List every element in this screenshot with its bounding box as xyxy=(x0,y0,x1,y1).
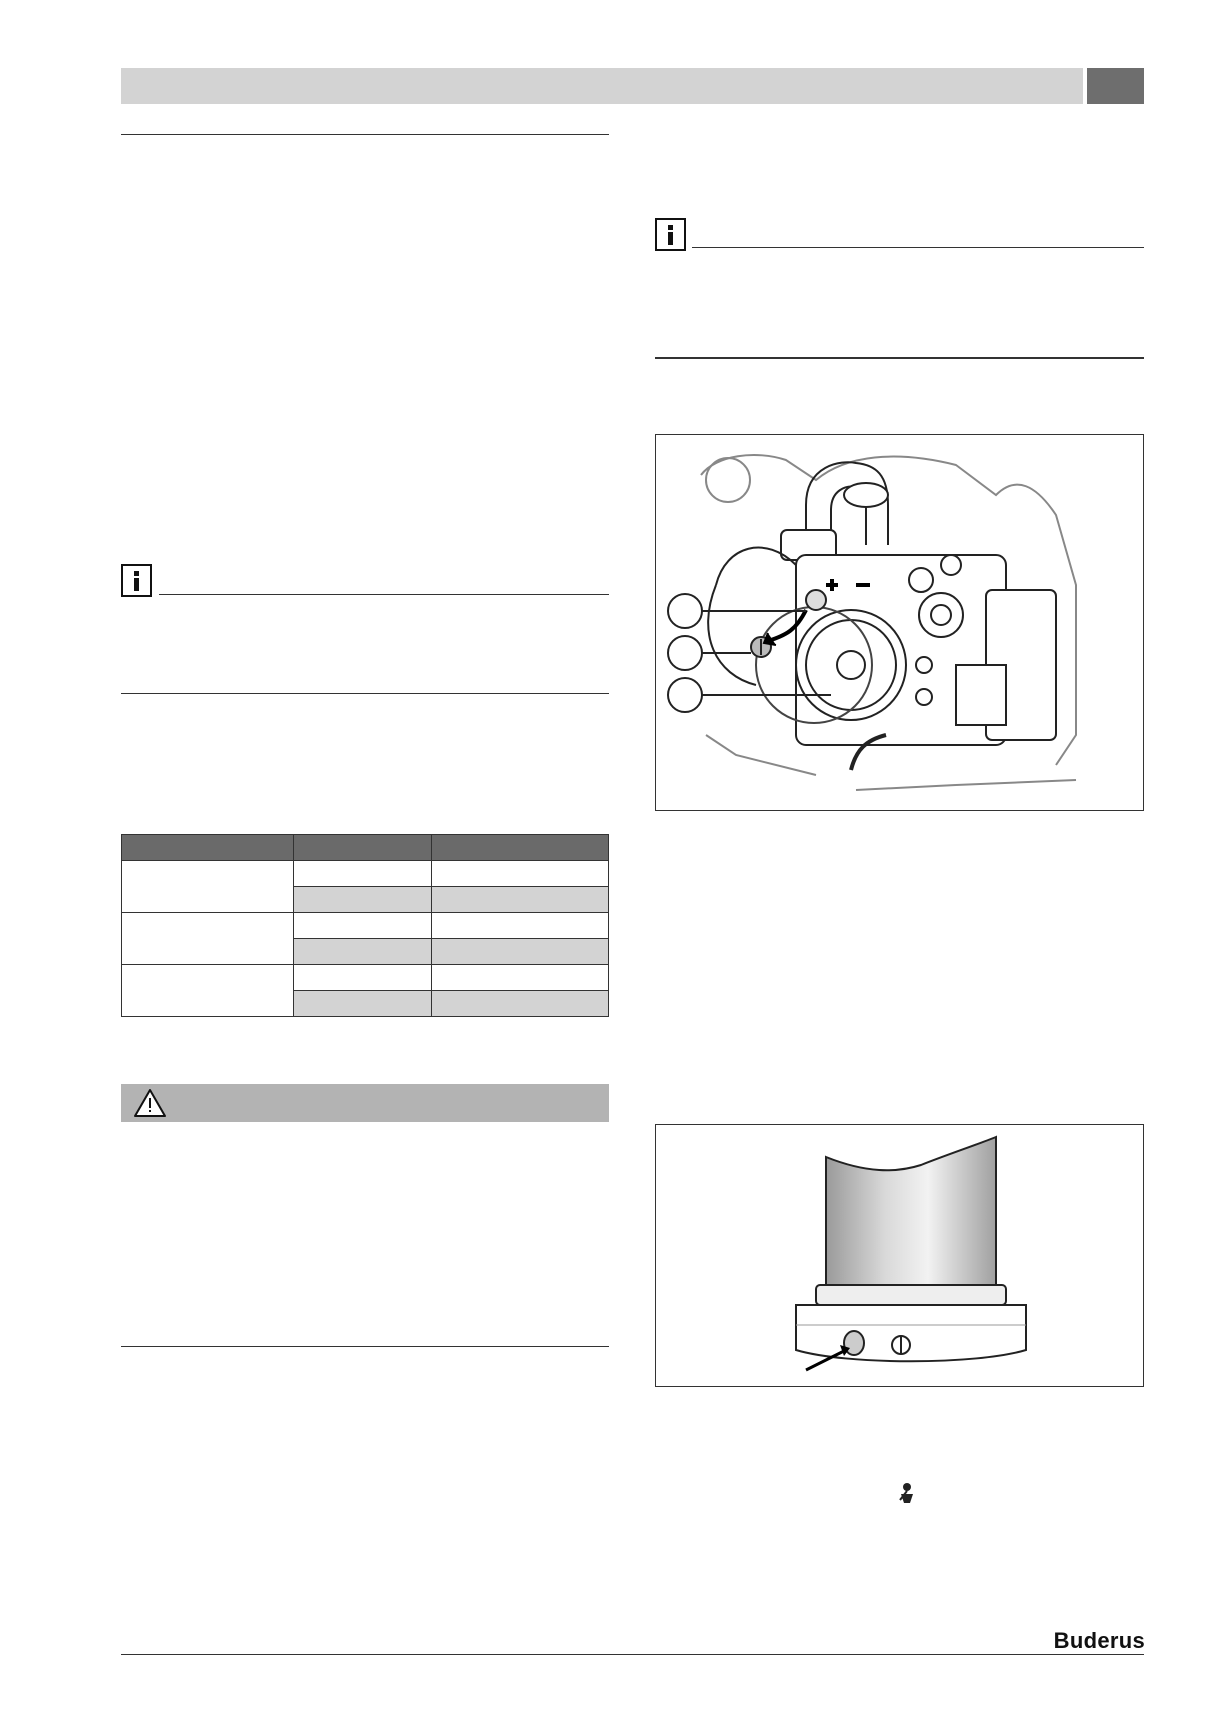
warning-triangle-icon xyxy=(133,1088,167,1118)
burner-tube-figure xyxy=(655,1124,1144,1387)
info-icon xyxy=(655,218,686,251)
footer-rule xyxy=(121,1654,1144,1655)
table-header-row xyxy=(122,835,609,861)
section-rule xyxy=(655,357,1144,359)
gas-valve-figure xyxy=(655,434,1144,811)
brand-logo: Buderus xyxy=(1053,1628,1145,1653)
info-note-rule xyxy=(159,594,609,595)
info-note-rule xyxy=(692,247,1144,248)
section-rule xyxy=(121,693,609,694)
table-row xyxy=(122,913,609,939)
burner-tube-illustration xyxy=(656,1125,1143,1386)
spec-table xyxy=(121,834,609,1017)
page-header-bar xyxy=(121,68,1083,104)
warning-banner xyxy=(121,1084,609,1122)
chapter-tab xyxy=(1087,68,1144,104)
technician-tool-icon xyxy=(898,1482,916,1504)
gas-valve-illustration xyxy=(656,435,1143,810)
table-row xyxy=(122,965,609,991)
info-icon xyxy=(121,564,152,597)
table-row xyxy=(122,861,609,887)
section-rule xyxy=(121,134,609,135)
section-rule xyxy=(121,1346,609,1347)
